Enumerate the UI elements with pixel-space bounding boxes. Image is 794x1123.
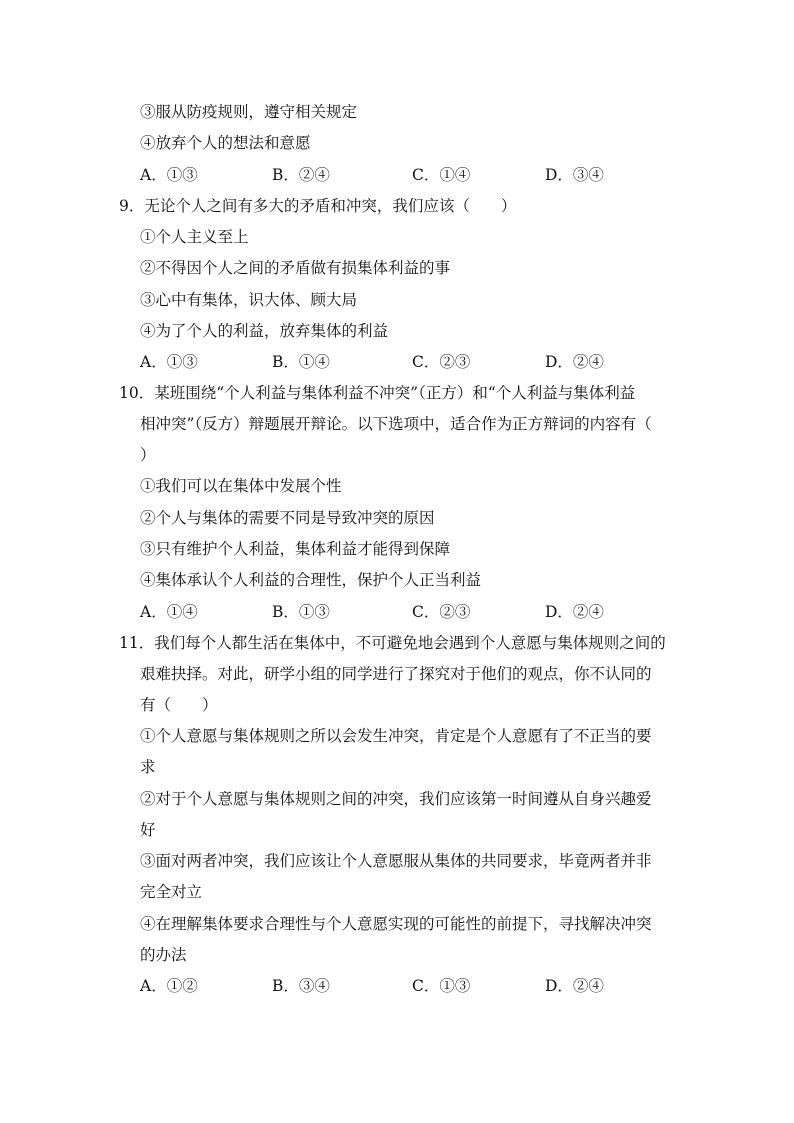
q8-option-c: C．①④: [412, 166, 471, 184]
q9-options: [140, 352, 660, 372]
q11-item-3-line-2: 完全对立: [140, 883, 203, 901]
q9-stem: 9．无论个人之间有多大的矛盾和冲突，我们应该（ ）: [119, 197, 517, 215]
q11-item-2-line-2: 好: [140, 821, 156, 839]
q10-item-2: ②个人与集体的需要不同是导致冲突的原因: [140, 509, 435, 527]
q9-item-4: ④为了个人的利益，放弃集体的利益: [140, 322, 389, 340]
q8-item-3: ③服从防疫规则，遵守相关规定: [140, 103, 358, 121]
q11-item-1-line-1: ①个人意愿与集体规则之所以会发生冲突，肯定是个人意愿有了不正当的要: [140, 727, 652, 745]
q9-option-a: A．①③: [140, 353, 198, 371]
q10-option-b: B．①③: [272, 603, 330, 621]
q10-item-4: ④集体承认个人利益的合理性，保护个人正当利益: [140, 571, 482, 589]
q11-option-a: A．①②: [140, 977, 198, 995]
q11-option-b: B．③④: [272, 977, 330, 995]
q9-item-1: ①个人主义至上: [140, 228, 249, 246]
q11-stem-line-2: 艰难抉择。对此，研学小组的同学进行了探究对于他们的观点，你不认同的: [140, 665, 652, 683]
q8-options: [140, 165, 660, 185]
q11-options: [140, 976, 660, 996]
q11-item-1-line-2: 求: [140, 758, 156, 776]
q11-item-2-line-1: ②对于个人意愿与集体规则之间的冲突，我们应该第一时间遵从自身兴趣爱: [140, 790, 652, 808]
q10-options: [140, 602, 660, 622]
q11-option-c: C．①③: [412, 977, 471, 995]
q10-item-3: ③只有维护个人利益，集体利益才能得到保障: [140, 540, 451, 558]
q8-item-4: ④放弃个人的想法和意愿: [140, 134, 311, 152]
q10-option-c: C．②③: [412, 603, 471, 621]
q11-stem-line-1: 11．我们每个人都生活在集体中，不可避免地会遇到个人意愿与集体规则之间的: [119, 634, 666, 652]
q11-item-3-line-1: ③面对两者冲突，我们应该让个人意愿服从集体的共同要求，毕竟两者并非: [140, 852, 652, 870]
q11-item-4-line-2: 的办法: [140, 946, 187, 964]
q11-option-d: D．②④: [545, 977, 604, 995]
q10-option-d: D．②④: [545, 603, 604, 621]
q11-item-4-line-1: ④在理解集体要求合理性与个人意愿实现的可能性的前提下，寻找解决冲突: [140, 915, 652, 933]
q9-option-b: B．①④: [272, 353, 330, 371]
q9-item-3: ③心中有集体，识大体、顾大局: [140, 291, 358, 309]
q9-option-c: C．②③: [412, 353, 471, 371]
q11-stem-line-3: 有（ ）: [140, 696, 218, 714]
q9-item-2: ②不得因个人之间的矛盾做有损集体利益的事: [140, 259, 451, 277]
q9-option-d: D．②④: [545, 353, 604, 371]
q8-option-d: D．③④: [545, 166, 604, 184]
q10-item-1: ①我们可以在集体中发展个性: [140, 477, 342, 495]
q10-option-a: A．①④: [140, 603, 198, 621]
q10-stem-line-2: 相冲突”（反方）辩题展开辩论。以下选项中，适合作为正方辩词的内容有（: [140, 415, 652, 433]
q10-stem-line-3: ）: [140, 446, 156, 464]
q8-option-a: A．①③: [140, 166, 198, 184]
q8-option-b: B．②④: [272, 166, 330, 184]
q10-stem-line-1: 10．某班围绕“个人利益与集体利益不冲突”（正方）和“个人利益与集体利益: [119, 384, 636, 402]
